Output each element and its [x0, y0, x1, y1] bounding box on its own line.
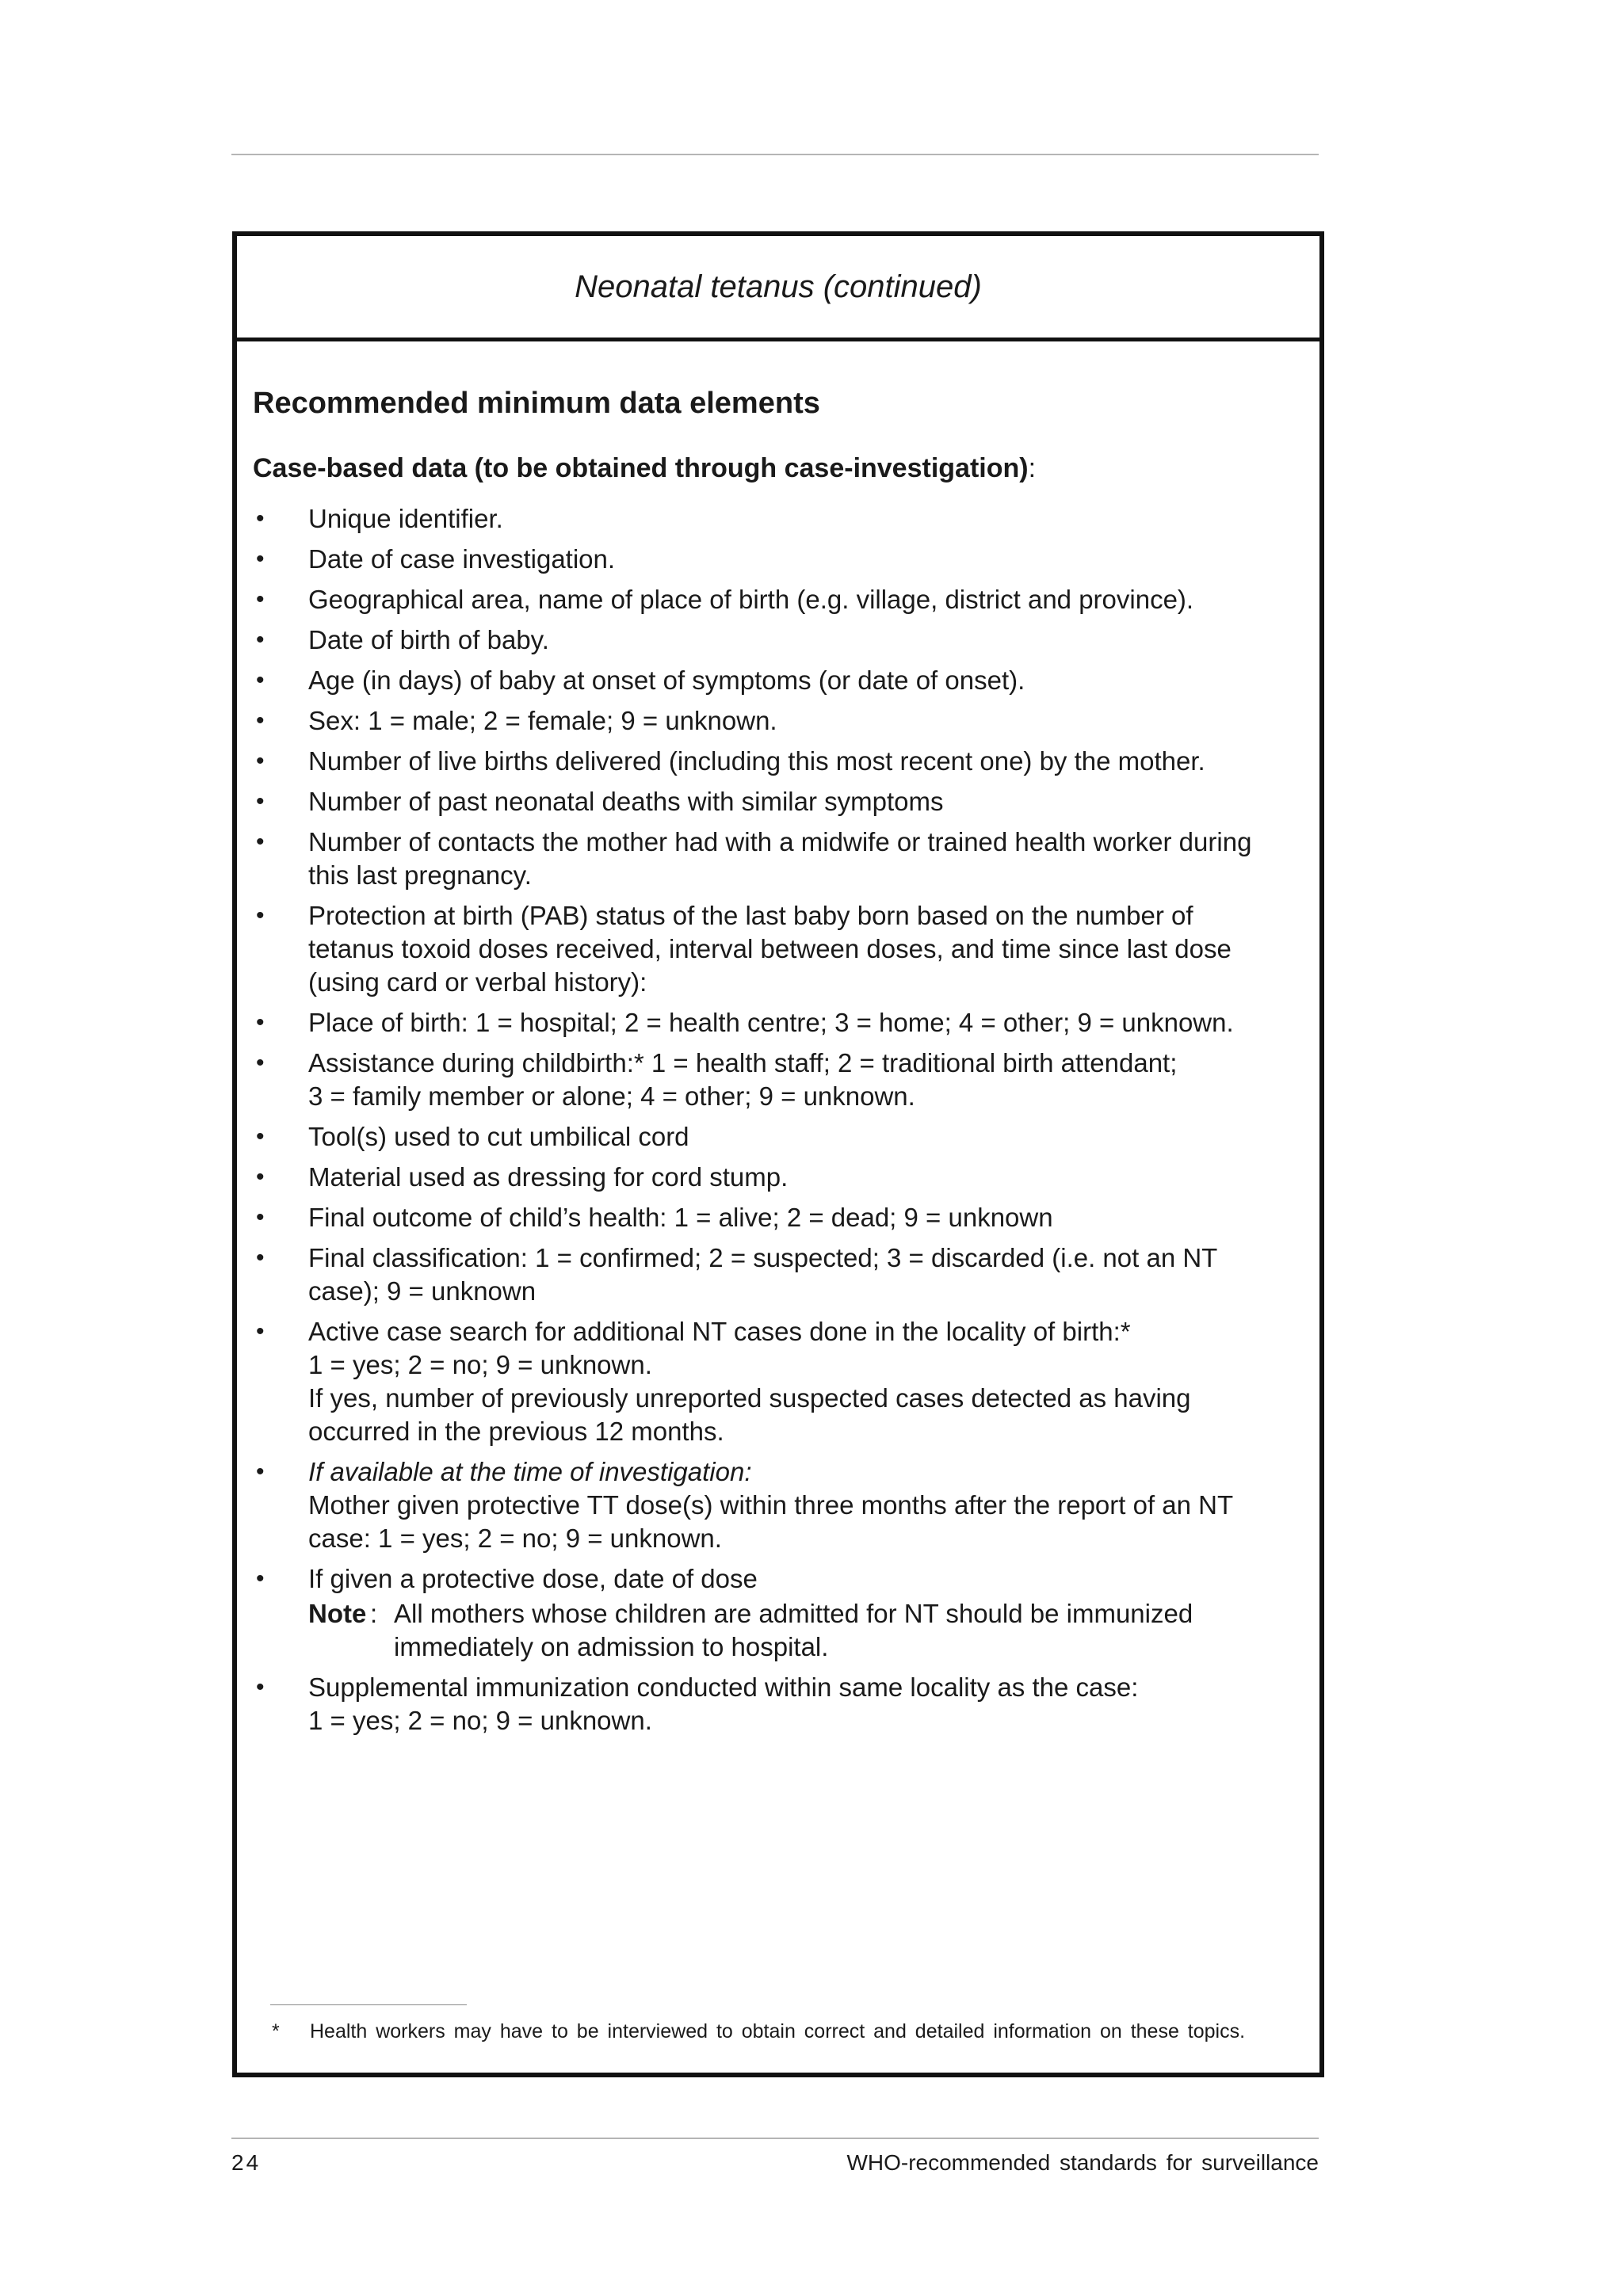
list-item-line: Number of contacts the mother had with a midwife or trained health worker during [308, 827, 1252, 856]
list-item-line: Geographical area, name of place of birth (e.g. village, district and province). [308, 585, 1194, 614]
list-item-line: case: 1 = yes; 2 = no; 9 = unknown. [308, 1524, 722, 1553]
list-item-line: Number of live births delivered (including this most recent one) by the mother. [308, 746, 1205, 776]
subheading-text: Case-based data (to be obtained through case-investigation) [253, 453, 1029, 483]
data-elements-list [253, 502, 1275, 1745]
note-line: All mothers whose children are admitted for NT should be immunized [394, 1599, 1193, 1628]
list-item [253, 826, 1275, 892]
bullet-icon: • [256, 1164, 265, 1190]
list-item-line: tetanus toxoid doses received, interval between doses, and time since last dose [308, 934, 1232, 963]
list-item [253, 1241, 1275, 1308]
list-item-line: Protection at birth (PAB) status of the last baby born based on the number of [308, 901, 1193, 930]
header-rule [231, 154, 1319, 155]
list-item [253, 502, 1275, 536]
bullet-icon: • [256, 586, 265, 612]
list-item-line: Supplemental immunization conducted within same locality as the case: [308, 1672, 1139, 1702]
subheading [253, 453, 1036, 484]
list-item [253, 1006, 1275, 1039]
list-item [253, 785, 1275, 818]
list-item-line: Active case search for additional NT cases done in the locality of birth:* [308, 1317, 1131, 1346]
note-line: immediately on admission to hospital. [394, 1632, 829, 1661]
list-item [253, 899, 1275, 999]
list-item-line: Date of case investigation. [308, 544, 616, 574]
list-item-line: Unique identifier. [308, 504, 503, 533]
note [308, 1597, 1275, 1664]
bullet-icon: • [256, 788, 265, 814]
list-item [253, 1161, 1275, 1194]
bullet-icon: • [256, 505, 265, 532]
list-item-line: 1 = yes; 2 = no; 9 = unknown. [308, 1706, 652, 1735]
content-box [232, 231, 1324, 2077]
bullet-icon: • [256, 1245, 265, 1271]
bullet-icon: • [256, 546, 265, 572]
list-item [253, 1315, 1275, 1448]
list-item-line: Age (in days) of baby at onset of symptoms (or date of onset). [308, 666, 1025, 695]
list-item [253, 664, 1275, 697]
bullet-icon: • [256, 1204, 265, 1230]
note-colon: : [370, 1599, 378, 1628]
list-item-line: (using card or verbal history): [308, 967, 647, 997]
list-item-line: Material used as dressing for cord stump. [308, 1162, 789, 1192]
footer-rule [231, 2138, 1319, 2139]
list-item [253, 745, 1275, 778]
list-item-line: Sex: 1 = male; 2 = female; 9 = unknown. [308, 706, 777, 735]
list-item-line: 3 = family member or alone; 4 = other; 9 = unknown. [308, 1081, 915, 1111]
list-item-line: Number of past neonatal deaths with similar symptoms [308, 787, 944, 816]
list-item-line: case); 9 = unknown [308, 1276, 537, 1306]
list-item-line: If given a protective dose, date of dose [308, 1564, 758, 1593]
bullet-icon: • [256, 829, 265, 855]
list-item-line: occurred in the previous 12 months. [308, 1417, 724, 1446]
list-item-line: Place of birth: 1 = hospital; 2 = health centre; 3 = home; 4 = other; 9 = unknown. [308, 1008, 1234, 1037]
bullet-icon: • [256, 667, 265, 693]
footnote-mark: * [272, 2020, 280, 2042]
list-item-line: Mother given protective TT dose(s) within three months after the report of an NT [308, 1490, 1234, 1520]
subheading-colon: : [1028, 453, 1037, 483]
list-item-line: Final classification: 1 = confirmed; 2 = suspected; 3 = discarded (i.e. not an NT [308, 1243, 1218, 1272]
list-item [253, 543, 1275, 576]
list-item-line: Tool(s) used to cut umbilical cord [308, 1122, 689, 1151]
bullet-icon: • [256, 1123, 265, 1150]
bullet-icon: • [256, 1009, 265, 1035]
bullet-icon: • [256, 1318, 265, 1344]
bullet-icon: • [256, 1674, 265, 1700]
box-title: Neonatal tetanus (continued) [237, 236, 1319, 341]
bullet-icon: • [256, 1459, 265, 1485]
bullet-icon: • [256, 627, 265, 653]
list-item [253, 1047, 1275, 1113]
footnote-rule [270, 2004, 467, 2005]
list-item-italic-line: If available at the time of investigation: [308, 1457, 752, 1486]
list-item-line: Assistance during childbirth:* 1 = health staff; 2 = traditional birth attendant; [308, 1048, 1178, 1077]
list-item [253, 704, 1275, 738]
bullet-icon: • [256, 707, 265, 734]
list-item [253, 1455, 1275, 1555]
note-label: Note [308, 1599, 367, 1628]
list-item-line: this last pregnancy. [308, 860, 532, 890]
list-item [253, 583, 1275, 616]
list-item-line: Final outcome of child’s health: 1 = alive; 2 = dead; 9 = unknown [308, 1203, 1053, 1232]
list-item [253, 624, 1275, 657]
list-item [253, 1562, 1275, 1664]
list-item-line: If yes, number of previously unreported suspected cases detected as having [308, 1383, 1191, 1413]
section-heading: Recommended minimum data elements [253, 387, 820, 420]
list-item [253, 1120, 1275, 1154]
bullet-icon: • [256, 1050, 265, 1076]
list-item-line: 1 = yes; 2 = no; 9 = unknown. [308, 1350, 652, 1379]
bullet-icon: • [256, 902, 265, 929]
running-title: WHO-recommended standards for surveillance [846, 2150, 1319, 2175]
footnote-text: Health workers may have to be interviewed to obtain correct and detailed information on these topics. [310, 2020, 1246, 2042]
list-item [253, 1201, 1275, 1234]
footnote [272, 2020, 1245, 2043]
list-item [253, 1671, 1275, 1737]
list-item-line: Date of birth of baby. [308, 625, 549, 654]
bullet-icon: • [256, 748, 265, 774]
page-number: 24 [231, 2150, 262, 2175]
bullet-icon: • [256, 1566, 265, 1592]
